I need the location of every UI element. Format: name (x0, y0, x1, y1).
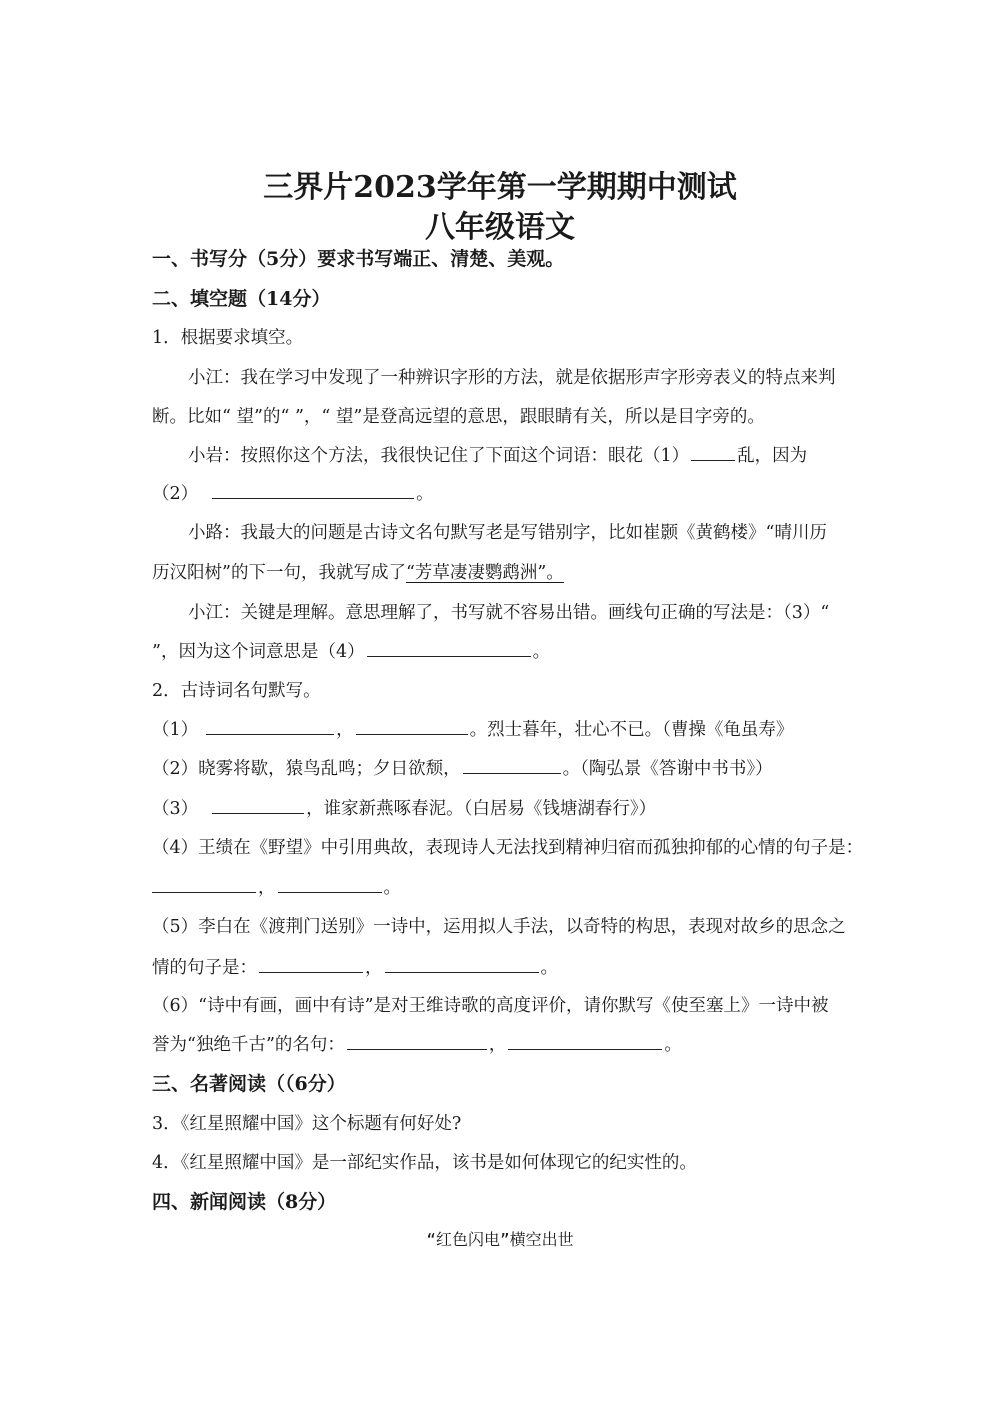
q1-p4b-text: ”，因为这个词意思是（4） (152, 642, 365, 662)
q1-paragraph-4a: 小江：关键是理解。意思理解了，书写就不容易出错。画线句正确的写法是：（3）“ (188, 603, 830, 623)
q2-1-tail: 。烈士暮年，壮心不已。（曹操《龟虽寿》 (469, 720, 794, 740)
question-1-stem: 1．根据要求填空。 (152, 328, 304, 348)
q1-p2b-tail: 。 (416, 484, 434, 504)
answer-blank-q2-6a[interactable] (347, 1035, 487, 1050)
exam-title: 三界片2023学年第一学期期中测试 (263, 170, 737, 205)
answer-blank-q2-5b[interactable] (385, 958, 539, 973)
q2-item-6b (152, 1033, 872, 1057)
q2-1-label: （1） (152, 720, 199, 740)
answer-blank-q2-4a[interactable] (152, 878, 256, 893)
q2-4-tail: 。 (383, 878, 401, 898)
q1-paragraph-3b (152, 561, 872, 585)
q2-3-tail: ，谁家新燕啄春泥。（白居易《钱塘湖春行》） (306, 799, 657, 819)
answer-blank-q2-6b[interactable] (508, 1035, 662, 1050)
q1-p2a-text: 小岩：按照你这个方法，我很快记住了下面这个词语：眼花（1） (188, 446, 690, 466)
q2-item-4a: （4）王绩在《野望》中引用典故，表现诗人无法找到精神归宿而孤独抑郁的心情的句子是： (152, 838, 864, 858)
answer-blank-q2-2[interactable] (463, 759, 561, 774)
q2-item-1 (152, 718, 872, 742)
section-1-heading: 一、书写分（5分）要求书写端正、清楚、美观。 (152, 248, 565, 270)
q2-item-5b (152, 956, 872, 980)
q2-2-tail: 。（陶弘景《答谢中书书》） (562, 759, 773, 779)
question-4: 4．《红星照耀中国》是一部纪实作品，该书是如何体现它的纪实性的。 (152, 1153, 697, 1173)
q2-6-comma: ， (488, 1035, 507, 1055)
q2-item-5a: （5）李白在《渡荆门送别》一诗中，运用拟人手法，以奇特的构思，表现对故乡的思念之 (152, 917, 846, 937)
q2-1-comma: ， (336, 720, 354, 740)
q2-6-text: 誉为“独绝千古”的名句： (152, 1035, 345, 1055)
q1-p2a-tail: 乱，因为 (737, 446, 808, 466)
q2-4-comma: ， (258, 878, 276, 898)
q1-paragraph-1a: 小江：我在学习中发现了一种辨识字形的方法，就是依据形声字形旁表义的特点来判 (188, 368, 836, 388)
underlined-sentence: “芳草凄凄鹦鹉洲”。 (405, 563, 564, 583)
q1-p2b-label: （2） (152, 484, 199, 504)
answer-blank-2[interactable] (212, 484, 414, 499)
answer-blank-1[interactable] (691, 446, 735, 461)
section-3-heading: 三、名著阅读（（6分） (152, 1073, 346, 1095)
answer-blank-q2-1b[interactable] (356, 720, 468, 735)
news-article-title: “红色闪电”横空出世 (426, 1230, 574, 1249)
q2-3-label: （3） (152, 799, 199, 819)
q2-6-tail: 。 (664, 1035, 682, 1055)
q1-paragraph-2b (152, 482, 872, 506)
answer-blank-q2-1a[interactable] (206, 720, 334, 735)
question-3: 3．《红星照耀中国》这个标题有何好处? (152, 1114, 462, 1134)
q2-2-text: （2）晓雾将歇，猿鸟乱鸣；夕日欲颓， (152, 759, 461, 779)
q2-item-3 (152, 797, 872, 821)
q1-paragraph-4b (152, 640, 872, 664)
q2-item-2 (152, 757, 872, 781)
answer-blank-q2-4b[interactable] (278, 878, 382, 893)
exam-subtitle: 八年级语文 (425, 210, 575, 245)
q1-p4b-tail: 。 (532, 642, 551, 662)
section-2-heading: 二、填空题（14分） (152, 288, 331, 310)
q2-item-4b (152, 876, 872, 900)
answer-blank-q2-3[interactable] (212, 799, 304, 814)
answer-blank-q2-5a[interactable] (259, 958, 363, 973)
q1-paragraph-2a (188, 444, 908, 468)
q1-paragraph-1b: 断。比如“ 望”的“ ”，“ 望”是登高远望的意思，跟眼睛有关，所以是目字旁的。 (152, 407, 765, 427)
q2-5-comma: ， (365, 958, 383, 978)
section-4-heading: 四、新闻阅读（8分） (152, 1191, 337, 1213)
q1-p3b-text: 历汉阳树”的下一句，我就写成了 (152, 563, 406, 583)
q2-5-text: 情的句子是： (152, 958, 257, 978)
question-2-stem: 2．古诗词名句默写。 (152, 681, 321, 701)
answer-blank-4[interactable] (367, 642, 531, 657)
q2-item-6a: （6）“诗中有画，画中有诗”是对王维诗歌的高度评价，请你默写《使至塞上》一诗中被 (152, 996, 829, 1016)
q1-paragraph-3a: 小路：我最大的问题是古诗文名句默写老是写错别字，比如崔颢《黄鹤楼》“晴川历 (188, 523, 827, 543)
q2-5-tail: 。 (540, 958, 558, 978)
